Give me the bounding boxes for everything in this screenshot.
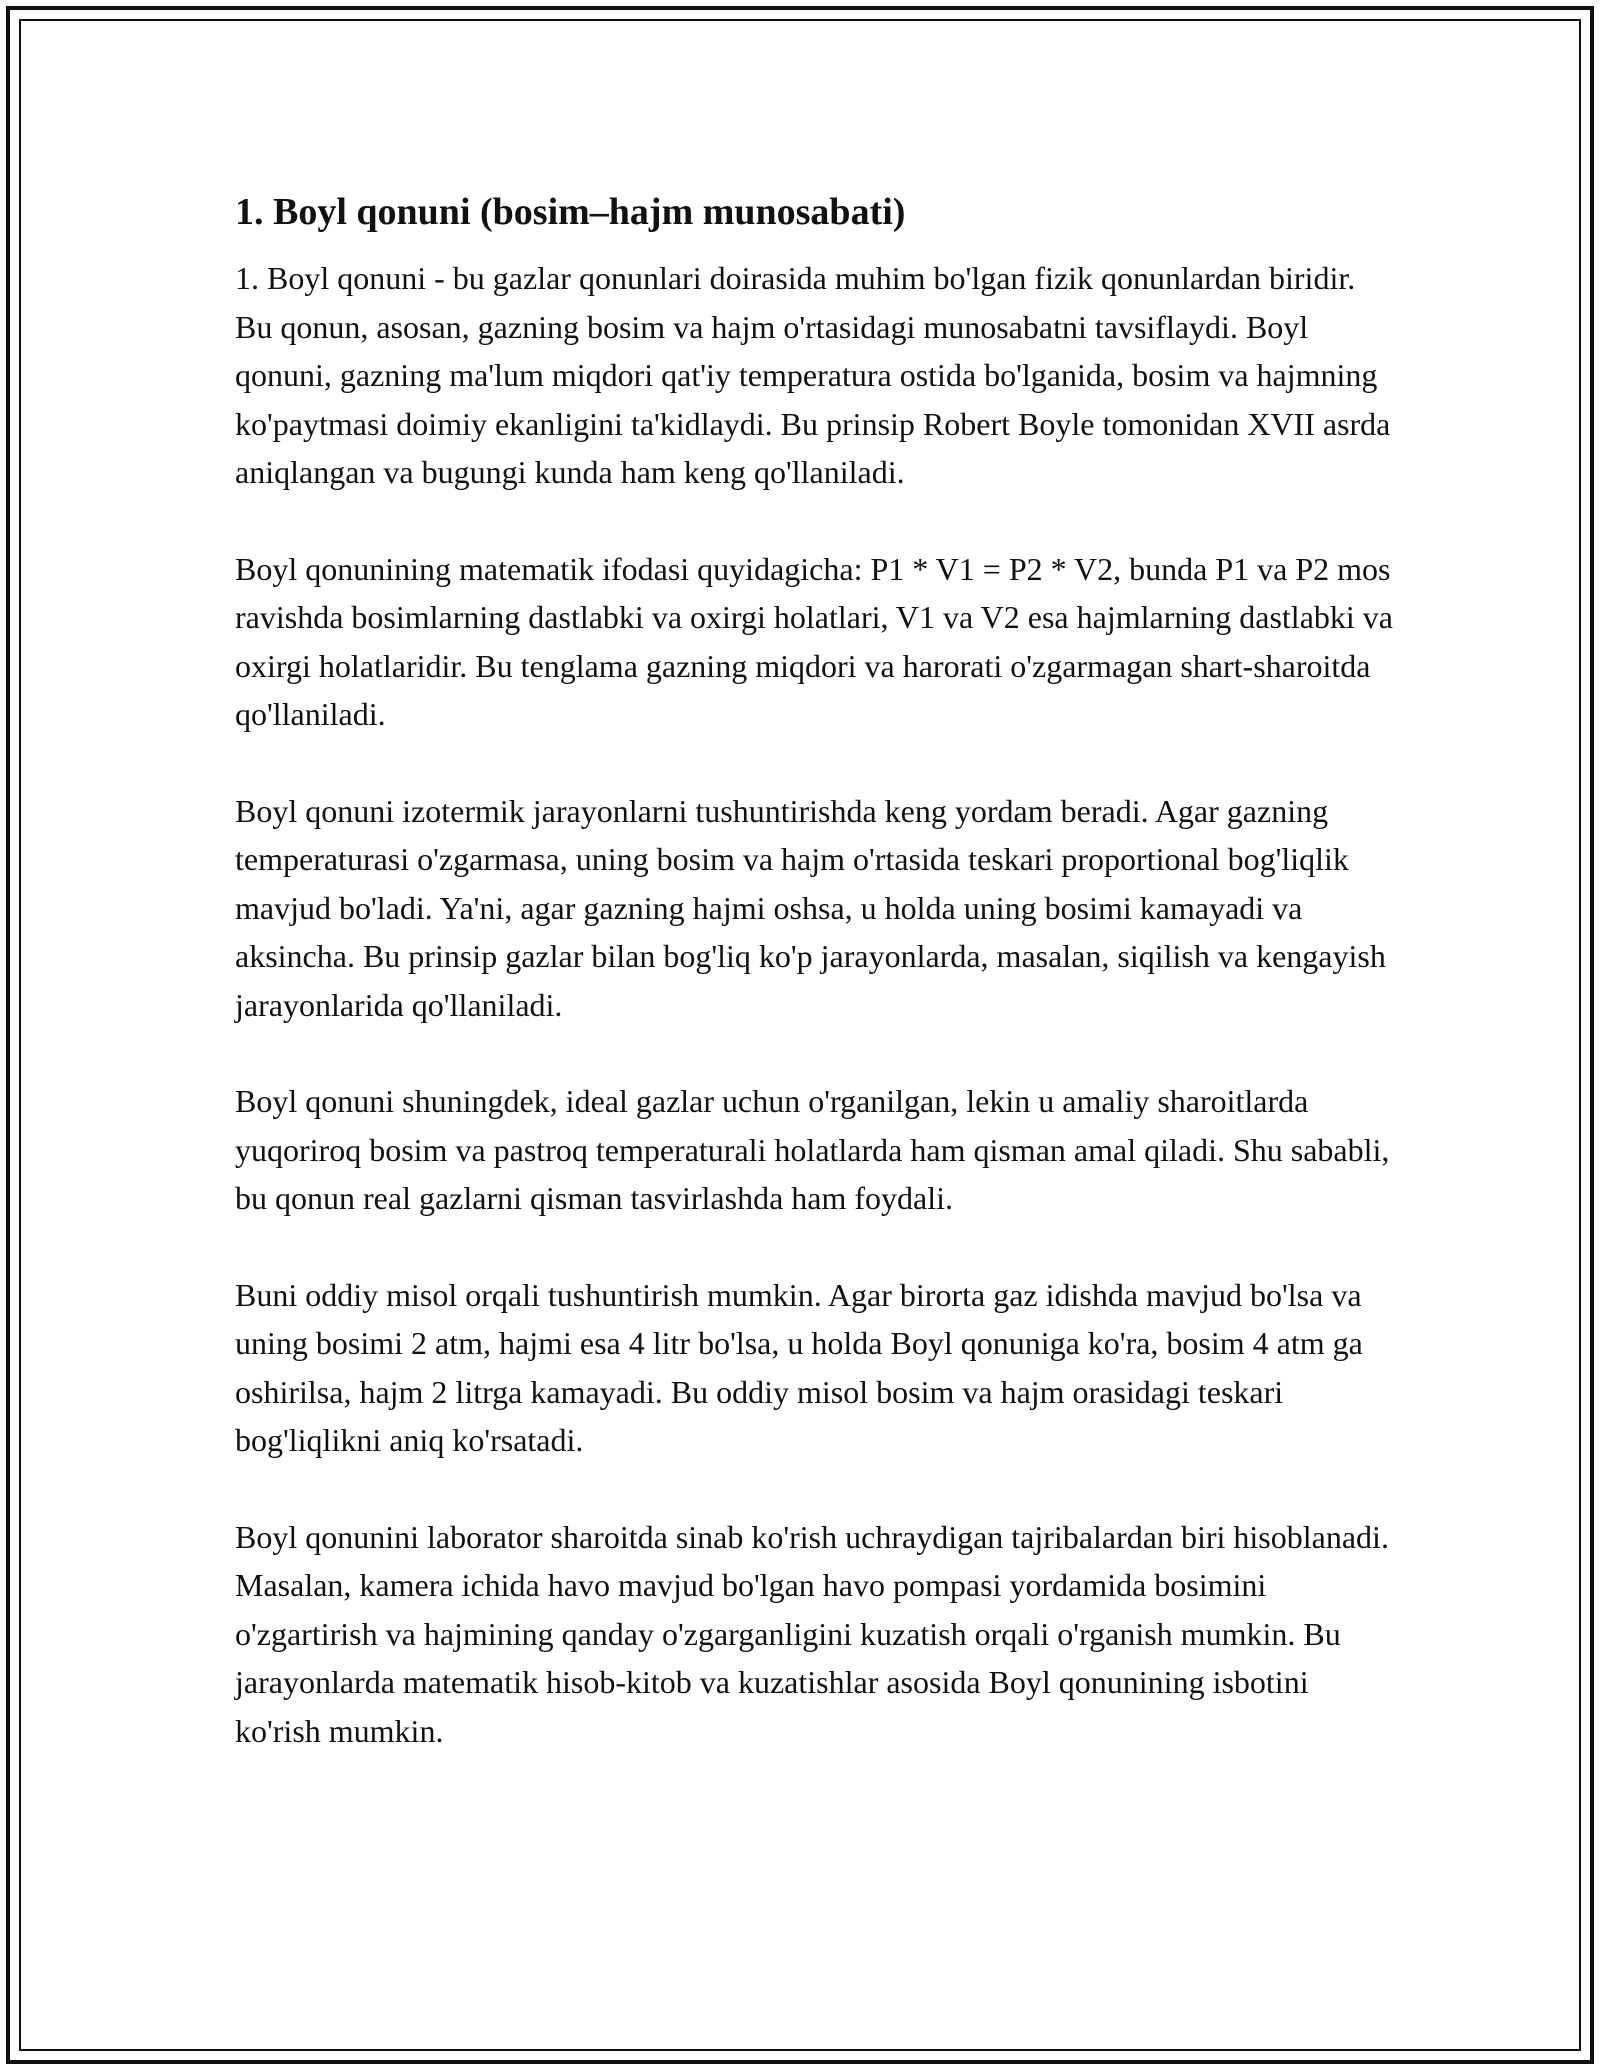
paragraph-6: Boyl qonunini laborator sharoitda sinab ko'rish uchraydigan tajribalardan biri hisoblanadi. Masalan, kamera ichida havo mavjud bo'lgan havo pompasi yordamida bosimini o'zgartirish va hajmining qanday o'zgarganligini kuzatish orqali o'rganish mumkin. Bu jarayonlarda matematik hisob-kitob va kuzatishlar asosida Boyl qonunining isbotini ko'rish mumkin.: [235, 1518, 1389, 1749]
document-body: [235, 188, 1395, 1803]
paragraph-1: 1. Boyl qonuni - bu gazlar qonunlari doirasida muhim bo'lgan fizik qonunlardan biridir. Bu qonun, asosan, gazning bosim va hajm o'rtasidagi munosabatni tavsiflaydi. Boyl qonuni, gazning ma'lum miqdori qat'iy temperatura ostida bo'lganida, bosim va hajmning ko'paytmasi doimiy ekanligini ta'kidlaydi. Bu prinsip Robert Boyle tomonidan XVII asrda aniqlangan va bugungi kunda ham keng qo'llaniladi.: [235, 260, 1391, 490]
paragraph-5: Buni oddiy misol orqali tushuntirish mumkin. Agar birorta gaz idishda mavjud bo'lsa va uning bosimi 2 atm, hajmi esa 4 litr bo'lsa, u holda Boyl qonuniga ko'ra, bosim 4 atm ga oshirilsa, hajm 2 litrga kamayadi. Bu oddiy misol bosim va hajm orasidagi teskari bog'liqlikni aniq ko'rsatadi.: [235, 1276, 1363, 1458]
paragraph-2: Boyl qonunining matematik ifodasi quyidagicha: P1 * V1 = P2 * V2, bunda P1 va P2 mos ravishda bosimlarning dastlabki va oxirgi holatlari, V1 va V2 esa hajmlarning dastlabki va oxirgi holatlaridir. Bu tenglama gazning miqdori va harorati o'zgarmagan shart-sharoitda qo'llaniladi.: [235, 550, 1393, 732]
paragraph-3: Boyl qonuni izotermik jarayonlarni tushuntirishda keng yordam beradi. Agar gazning temperaturasi o'zgarmasa, uning bosim va hajm o'rtasida teskari proportional bog'liqlik mavjud bo'ladi. Ya'ni, agar gazning hajmi oshsa, u holda uning bosimi kamayadi va aksincha. Bu prinsip gazlar bilan bog'liq ko'p jarayonlarda, masalan, siqilish va kengayish jarayonlarida qo'llaniladi.: [235, 792, 1386, 1023]
document-title: 1. Boyl qonuni (bosim–hajm munosabati): [235, 191, 906, 233]
paragraph-4: Boyl qonuni shuningdek, ideal gazlar uchun o'rganilgan, lekin u amaliy sharoitlarda yuqoriroq bosim va pastroq temperaturali holatlarda ham qisman amal qiladi. Shu sababli, bu qonun real gazlarni qisman tasvirlashda ham foydali.: [235, 1083, 1390, 1216]
